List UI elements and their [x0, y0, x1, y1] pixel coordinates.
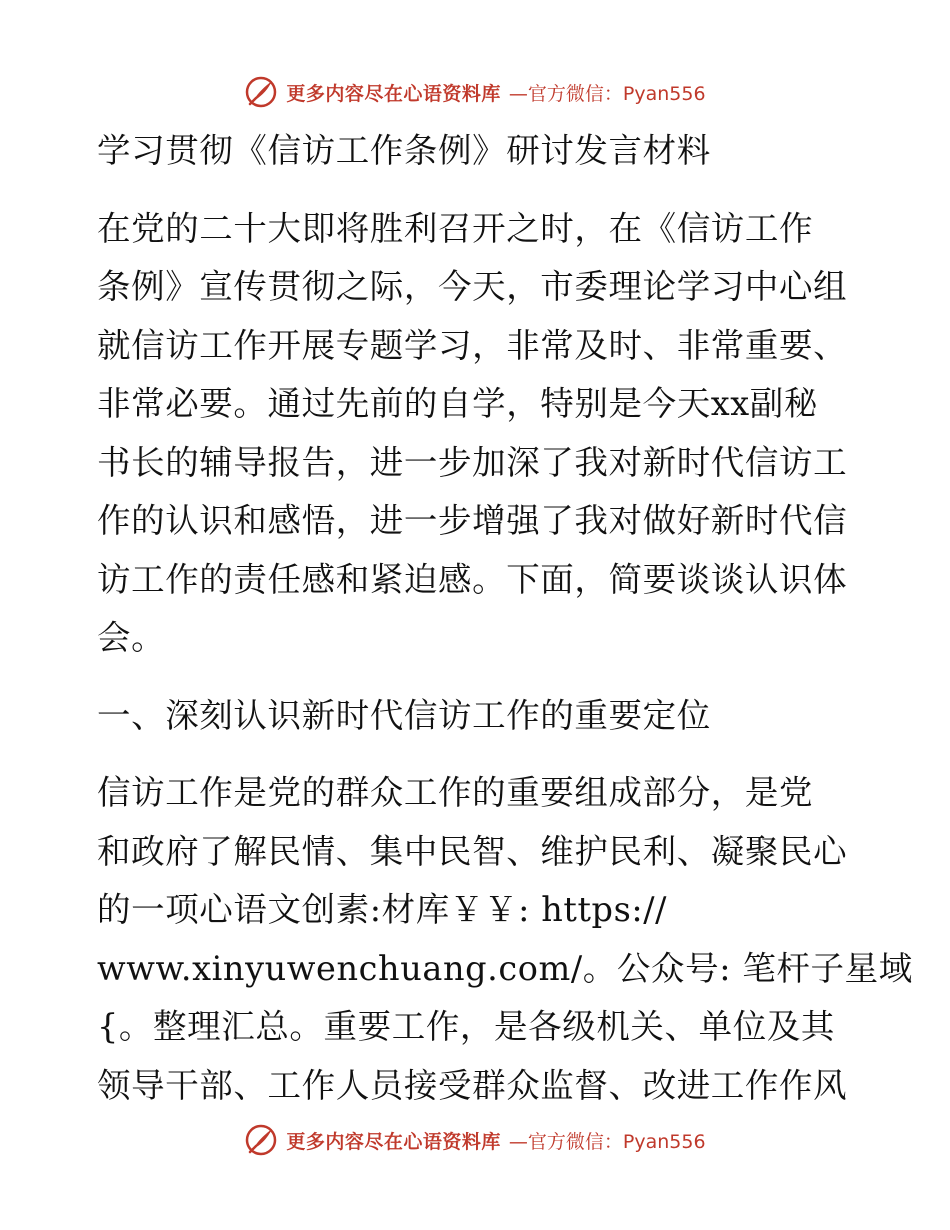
text-line: 访工作的责任感和紧迫感。下面，简要谈谈认识体 — [97, 559, 848, 599]
contact-text: —官方微信：Pyan556 — [508, 1130, 706, 1153]
feather-pen-icon — [244, 1123, 278, 1157]
brand-text: 更多内容尽在心语资料库 — [286, 82, 501, 105]
text-line: 在党的二十大即将胜利召开之时，在《信访工作 — [97, 208, 814, 248]
text-line: 就信访工作开展专题学习，非常及时、非常重要、 — [97, 325, 848, 365]
text-line: 领导干部、工作人员接受群众监督、改进工作作风 — [97, 1065, 848, 1105]
contact-text: —官方微信：Pyan556 — [508, 82, 706, 105]
text-line: 信访工作是党的群众工作的重要组成部分，是党 — [97, 773, 814, 812]
document-body — [97, 122, 913, 1115]
text-line: {。整理汇总。重要工作，是各级机关、单位及其 — [97, 1007, 836, 1046]
document-title: 学习贯彻《信访工作条例》研讨发言材料 — [97, 131, 711, 170]
paragraph-2 — [97, 764, 913, 1115]
text-line: 非常必要。通过先前的自学，特别是今天xx副秘 — [97, 384, 818, 423]
text-line: 条例》宣传贯彻之际，今天，市委理论学习中心组 — [97, 267, 848, 306]
text-line: 的一项心语文创素:材库￥￥: https:// — [97, 890, 668, 929]
feather-pen-icon — [244, 75, 278, 109]
footer-banner — [0, 1118, 950, 1162]
text-line: 和政府了解民情、集中民智、维护民利、凝聚民心 — [97, 831, 848, 871]
section-heading: 一、深刻认识新时代信访工作的重要定位 — [97, 695, 711, 735]
text-line: 书长的辅导报告，进一步加深了我对新时代信访工 — [97, 442, 848, 482]
text-line: 会。 — [97, 618, 166, 657]
text-line: 作的认识和感悟，进一步增强了我对做好新时代信 — [97, 501, 848, 540]
paragraph-1 — [97, 200, 852, 668]
text-line: www.xinyuwenchuang.com/。公众号: 笔杆子星域 — [97, 948, 913, 988]
header-banner — [0, 70, 950, 114]
brand-text: 更多内容尽在心语资料库 — [286, 1130, 501, 1153]
